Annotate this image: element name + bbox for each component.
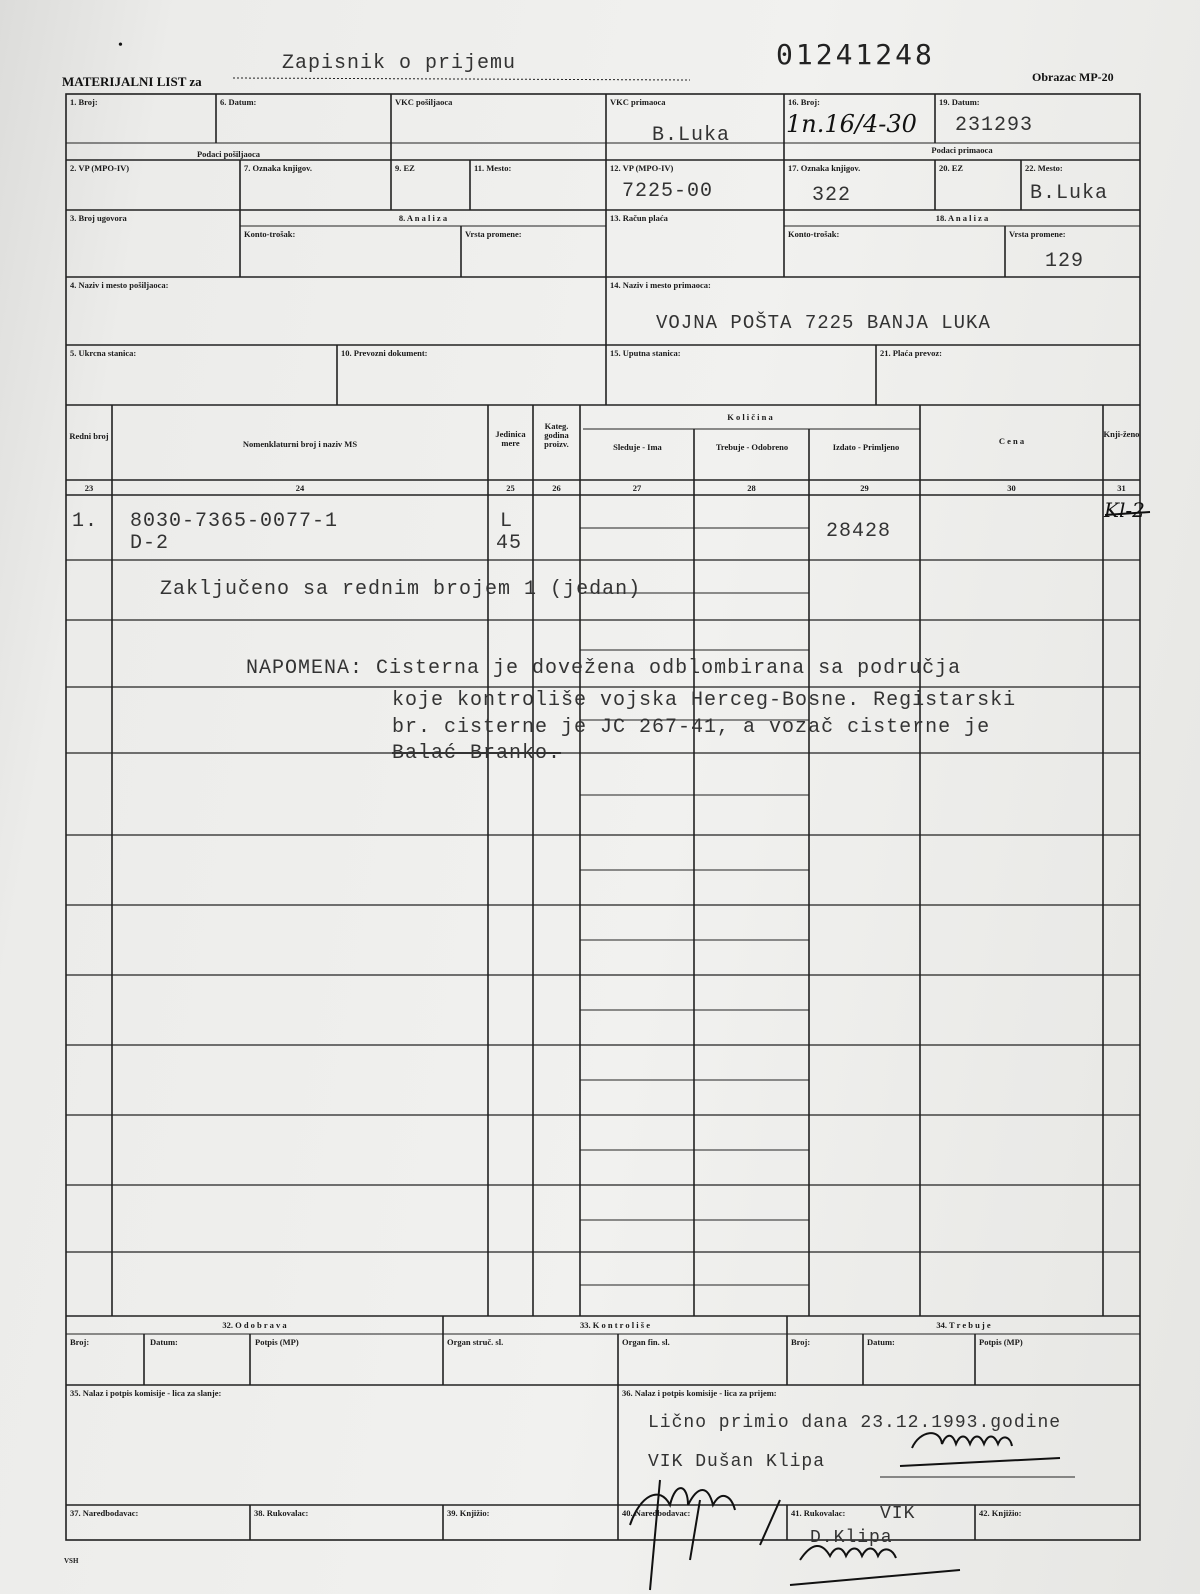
- field-16-label: 16. Broj:: [788, 97, 820, 107]
- vkc-receiver-value: B.Luka: [652, 124, 731, 147]
- col-number: 24: [295, 483, 305, 493]
- col-number: 30: [1007, 483, 1016, 493]
- field-11-label: 11. Mesto:: [474, 163, 512, 173]
- corner-mark: •: [118, 38, 123, 53]
- field-21-label: 21. Plaća prevoz:: [880, 348, 942, 358]
- sender-konto-label: Konto-trošak:: [244, 229, 296, 239]
- field-7-label: 7. Oznaka knjigov.: [244, 163, 313, 173]
- field-1-label: 1. Broj:: [70, 97, 98, 107]
- bottom-code: VSH: [64, 1557, 79, 1565]
- field-17-label: 17. Oznaka knjigov.: [788, 163, 861, 173]
- col-number: 28: [747, 483, 756, 493]
- field-37-label: 37. Naredbodavac:: [70, 1508, 139, 1518]
- field-36-line-1: Lično primio dana 23.12.1993.godine: [648, 1413, 1062, 1433]
- field-18-label: 18. A n a l i z a: [935, 213, 989, 223]
- col-jedinica-mere: Jedinica mere: [495, 429, 526, 449]
- field-40-label: 40. Naredbodavac:: [622, 1508, 691, 1518]
- field-2-label: 2. VP (MPO-IV): [70, 163, 130, 173]
- remark-line: koje kontroliše vojska Herceg-Bosne. Registarski: [392, 689, 1017, 712]
- field-12-label: 12. VP (MPO-IV): [610, 163, 674, 173]
- organ-struc-label: Organ struč. sl.: [447, 1337, 504, 1347]
- field-35-label: 35. Nalaz i potpis komisije - lica za slanje:: [70, 1388, 222, 1398]
- field-12-value: 7225-00: [622, 180, 714, 203]
- field-17-value: 322: [812, 184, 852, 207]
- row-jedinica-1: L: [500, 510, 514, 533]
- row-jedinica-2: 45: [496, 532, 523, 555]
- row-nomenklatura-1: 8030-7365-0077-1: [130, 510, 339, 533]
- vkc-sender-label: VKC pošiljaoca: [395, 97, 453, 107]
- row-redni-broj: 1.: [72, 510, 99, 533]
- field-36-label: 36. Nalaz i potpis komisije - lica za prijem:: [622, 1388, 777, 1398]
- field-20-label: 20. EZ: [939, 163, 964, 173]
- col-cena: C e n a: [998, 436, 1025, 446]
- organ-fin-label: Organ fin. sl.: [622, 1337, 670, 1347]
- field-4-label: 4. Naziv i mesto pošiljaoca:: [70, 280, 169, 290]
- field-22-label: 22. Mesto:: [1025, 163, 1063, 173]
- field-19-value: 231293: [955, 114, 1034, 137]
- remark-line: NAPOMENA: Cisterna je dovežena odblombirana sa područja: [246, 657, 962, 680]
- sender-section-label: Podaci pošiljaoca: [196, 149, 261, 159]
- field-19-label: 19. Datum:: [939, 97, 980, 107]
- col-number: 27: [632, 483, 642, 493]
- col-trebuje: Trebuje - Odobreno: [715, 442, 789, 452]
- odobrava-broj-label: Broj:: [70, 1337, 90, 1347]
- field-9-label: 9. EZ: [395, 163, 415, 173]
- col-number: 25: [506, 483, 515, 493]
- receiver-vrsta-value: 129: [1045, 250, 1085, 273]
- row-izdato: 28428: [826, 520, 892, 543]
- field-41-label: 41. Rukovalac:: [791, 1508, 846, 1518]
- col-number: 23: [84, 483, 94, 493]
- field-10-label: 10. Prevozni dokument:: [341, 348, 428, 358]
- receiver-konto-label: Konto-trošak:: [788, 229, 840, 239]
- row-nomenklatura-2: D-2: [130, 532, 170, 555]
- col-sleduje: Sleduje - Ima: [613, 442, 662, 452]
- remark-line: br. cisterne je JC 267-41, a vozač cisterne je: [392, 716, 991, 739]
- field-8-label: 8. A n a l i z a: [398, 213, 448, 223]
- form-title-value: Zapisnik o prijemu: [282, 52, 517, 75]
- field-13-label: 13. Račun plaća: [610, 213, 668, 223]
- vkc-receiver-label: VKC primaoca: [610, 97, 666, 107]
- receiver-section-label: Podaci primaoca: [931, 145, 993, 155]
- field-14-label: 14. Naziv i mesto primaoca:: [610, 280, 711, 290]
- odobrava-potpis-label: Potpis (MP): [255, 1337, 299, 1347]
- serial-number: 01241248: [776, 38, 935, 71]
- col-kateg: Kateg. godina proizv.: [544, 421, 569, 449]
- field-22-value: B.Luka: [1030, 182, 1109, 205]
- field-42-label: 42. Knjižio:: [979, 1508, 1022, 1518]
- col-izdato: Izdato - Primljeno: [832, 442, 900, 452]
- col-nomenklatura: Nomenklaturni broj i naziv MS: [242, 439, 358, 449]
- field-5-label: 5. Ukrcna stanica:: [70, 348, 137, 358]
- field-38-label: 38. Rukovalac:: [254, 1508, 309, 1518]
- field-39-label: 39. Knjižio:: [447, 1508, 490, 1518]
- odobrava-datum-label: Datum:: [150, 1337, 178, 1347]
- form-title-label: MATERIJALNI LIST za: [62, 74, 202, 89]
- trebuje-broj-label: Broj:: [791, 1337, 811, 1347]
- field-36-line-2: VIK Dušan Klipa: [648, 1452, 826, 1472]
- field-15-label: 15. Uputna stanica:: [610, 348, 681, 358]
- col-kolicina: K o l i č i n a: [727, 412, 773, 422]
- col-knjizeno: Knji-ženo: [1103, 429, 1140, 439]
- row-knjizeno: Kl-2: [1104, 498, 1145, 522]
- sender-vrsta-label: Vrsta promene:: [465, 229, 522, 239]
- field-6-label: 6. Datum:: [220, 97, 257, 107]
- col-number: 26: [552, 483, 561, 493]
- field-14-value: VOJNA POŠTA 7225 BANJA LUKA: [656, 312, 991, 334]
- closing-note: Zaključeno sa rednim brojem 1 (jedan): [160, 578, 642, 601]
- field-3-label: 3. Broj ugovora: [70, 213, 127, 223]
- field-41-value-1: VIK: [880, 1504, 916, 1524]
- col-number: 31: [1117, 483, 1126, 493]
- trebuje-datum-label: Datum:: [867, 1337, 895, 1347]
- col-number: 29: [860, 483, 869, 493]
- remark-line: Balać Branko.: [392, 742, 562, 765]
- field-16-value: 1n.16/4-30: [786, 110, 917, 138]
- col-redni-broj: Redni broj: [69, 431, 109, 441]
- field-33-label: 33. K o n t r o l i š e: [580, 1320, 650, 1330]
- trebuje-potpis-label: Potpis (MP): [979, 1337, 1023, 1347]
- receiver-vrsta-label: Vrsta promene:: [1009, 229, 1066, 239]
- field-32-label: 32. O d o b r a v a: [222, 1320, 287, 1330]
- field-34-label: 34. T r e b u j e: [936, 1320, 991, 1330]
- field-41-value-2: D.Klipa: [810, 1528, 893, 1548]
- form-code: Obrazac MP-20: [1032, 70, 1114, 84]
